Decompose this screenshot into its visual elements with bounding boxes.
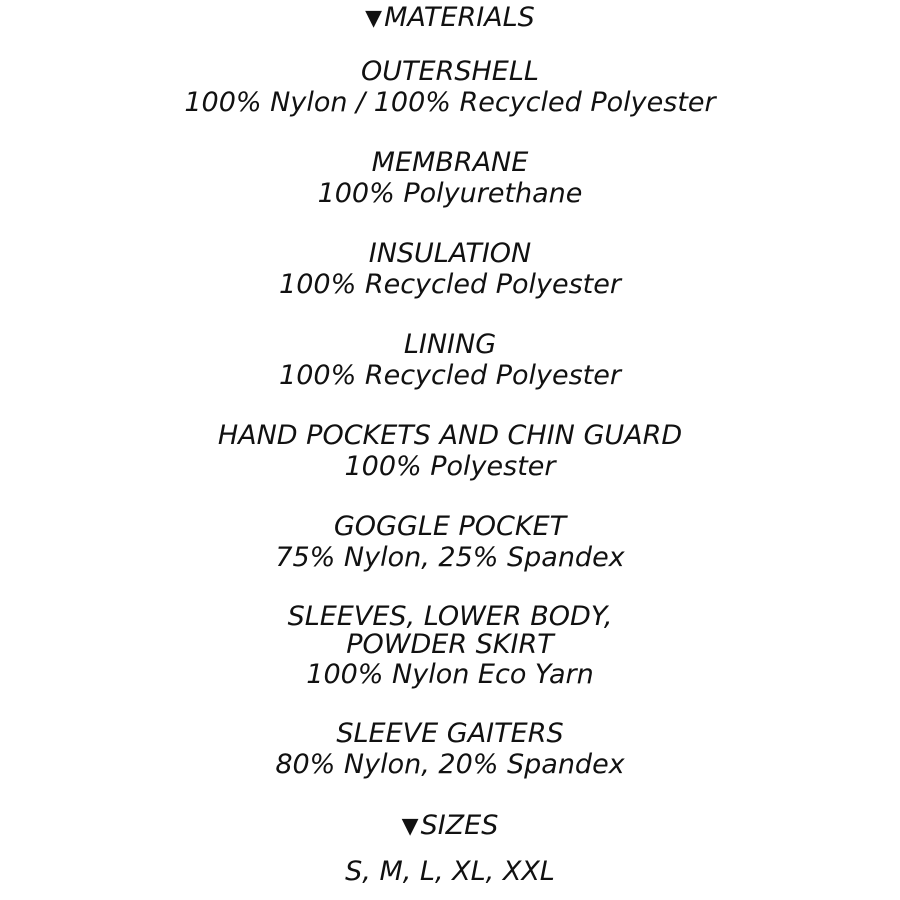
sizes-toggle[interactable]	[0, 810, 900, 842]
sizes-list: S, M, L, XL, XXL	[345, 856, 555, 887]
material-label: OUTERSHELL	[361, 56, 539, 87]
materials-heading: MATERIALS	[384, 2, 535, 33]
material-item-outershell	[0, 56, 900, 118]
material-label: GOGGLE POCKET	[333, 511, 567, 542]
material-value: 100% Nylon / 100% Recycled Polyester	[184, 87, 716, 118]
material-value: 100% Recycled Polyester	[279, 269, 621, 300]
material-value: 80% Nylon, 20% Spandex	[275, 749, 625, 780]
material-item-lining	[0, 329, 900, 391]
material-value: 75% Nylon, 25% Spandex	[275, 542, 625, 573]
material-item-sleeves-lower-body	[0, 603, 900, 690]
materials-toggle[interactable]	[0, 2, 900, 34]
material-value: 100% Recycled Polyester	[279, 360, 621, 391]
material-label: SLEEVES, LOWER BODY, POWDER SKIRT	[287, 601, 613, 660]
material-value: 100% Nylon Eco Yarn	[306, 659, 594, 690]
material-label: INSULATION	[368, 238, 532, 269]
material-item-insulation	[0, 238, 900, 300]
triangle-down-icon: ▼	[365, 6, 383, 31]
material-label: HAND POCKETS AND CHIN GUARD	[217, 420, 683, 451]
sizes-heading: SIZES	[420, 810, 499, 841]
material-item-hand-pockets	[0, 420, 900, 482]
material-label: SLEEVE GAITERS	[336, 718, 564, 749]
triangle-down-icon: ▼	[401, 814, 419, 839]
material-label: LINING	[403, 329, 497, 360]
material-value: 100% Polyester	[344, 451, 556, 482]
material-label: MEMBRANE	[371, 147, 529, 178]
material-value: 100% Polyurethane	[317, 178, 583, 209]
material-item-goggle-pocket	[0, 511, 900, 573]
material-item-membrane	[0, 147, 900, 209]
material-item-sleeve-gaiters	[0, 718, 900, 780]
